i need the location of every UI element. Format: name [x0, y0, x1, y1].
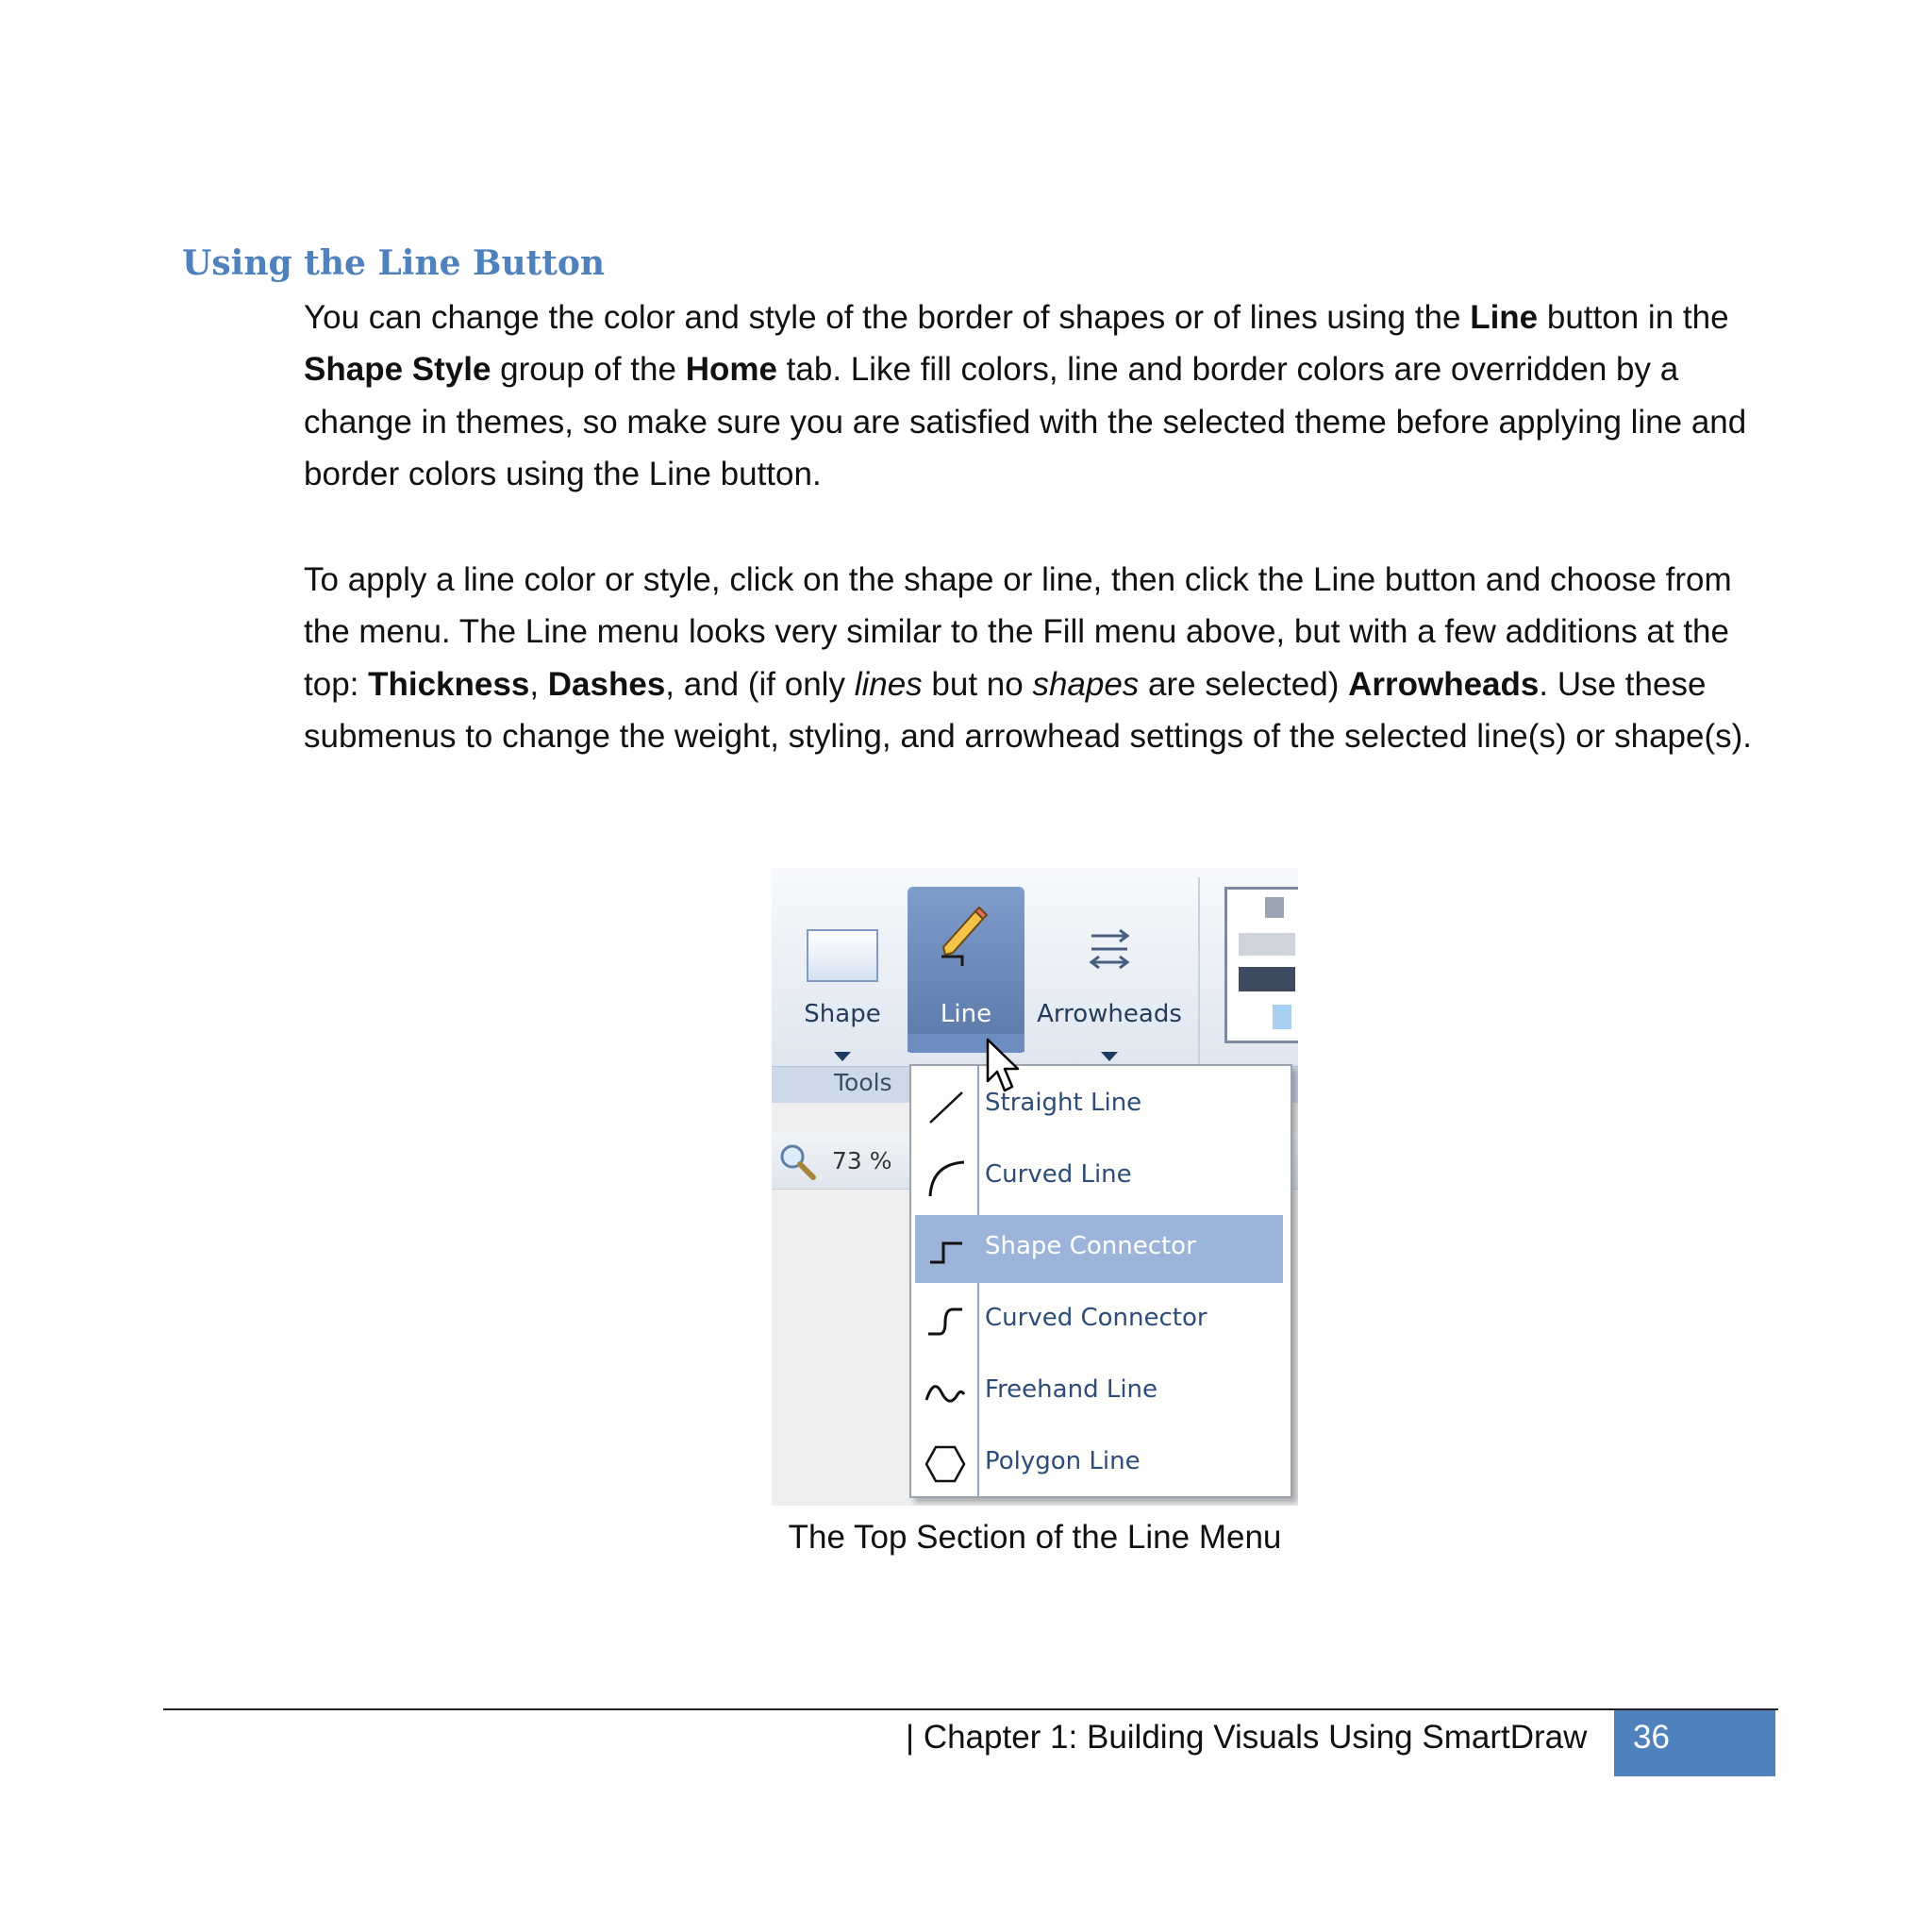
gallery-swatch	[1239, 967, 1295, 991]
bold-term-line: Line	[1470, 299, 1539, 336]
text-run: but no	[922, 665, 1033, 703]
text-run: ,	[529, 665, 548, 703]
pencil-line-icon	[934, 900, 1000, 966]
menu-item-label: Curved Connector	[985, 1304, 1208, 1332]
figure-caption: The Top Section of the Line Menu	[788, 1519, 1282, 1556]
italic-term-lines: lines	[854, 665, 923, 703]
menu-item-curved-line[interactable]	[915, 1143, 1283, 1211]
mouse-pointer-icon	[984, 1038, 1022, 1094]
text-run: , and (if only	[665, 665, 855, 703]
page-number: 36	[1633, 1719, 1670, 1756]
straight-line-icon	[923, 1085, 968, 1126]
line-menu-screenshot	[772, 868, 1298, 1506]
arrowheads-button-label: Arrowheads	[1037, 1000, 1182, 1028]
paragraph-apply-line-color	[304, 554, 1775, 763]
text-run: To apply a line color or style, click on the shape or line, then click the Line button and choose from the menu. The Line menu looks very similar to the Fill menu above, but with a few additions at the top:	[304, 561, 1732, 703]
text-run: group of the	[491, 351, 686, 389]
paragraph-line-button-intro	[304, 291, 1775, 501]
menu-item-label: Polygon Line	[985, 1447, 1141, 1475]
italic-term-shapes: shapes	[1032, 665, 1140, 703]
arrowheads-icon	[1086, 926, 1133, 974]
bold-term-arrowheads: Arrowheads	[1348, 665, 1540, 703]
polygon-line-icon	[923, 1443, 968, 1485]
ribbon-separator	[1198, 877, 1200, 1066]
footer-rule	[163, 1708, 1778, 1710]
menu-item-curved-connector[interactable]	[915, 1287, 1283, 1355]
text-run: You can change the color and style of the border of shapes or of lines using the	[304, 299, 1471, 336]
style-gallery[interactable]	[1224, 887, 1298, 1043]
gallery-swatch	[1239, 933, 1295, 956]
gallery-swatch	[1265, 897, 1284, 918]
menu-item-label: Curved Line	[985, 1160, 1132, 1189]
bold-term-shape-style: Shape Style	[304, 351, 491, 389]
bold-term-home: Home	[685, 351, 777, 389]
ribbon-group-label: Tools	[834, 1069, 892, 1096]
menu-item-label: Shape Connector	[985, 1232, 1196, 1260]
zoom-level[interactable]: 73 %	[832, 1147, 892, 1174]
chevron-down-icon[interactable]	[1101, 1052, 1118, 1061]
shape-icon	[807, 929, 878, 982]
shape-button[interactable]	[791, 887, 894, 1057]
curved-line-icon	[923, 1157, 968, 1198]
line-button-label: Line	[940, 1000, 992, 1028]
text-run: are selected)	[1139, 665, 1349, 703]
menu-item-polygon-line[interactable]	[915, 1430, 1283, 1498]
footer-chapter-title: | Chapter 1: Building Visuals Using SmartDraw	[906, 1719, 1588, 1756]
arrowheads-button[interactable]	[1034, 887, 1185, 1057]
menu-item-label: Freehand Line	[985, 1375, 1158, 1404]
shape-button-label: Shape	[804, 1000, 881, 1028]
menu-item-freehand-line[interactable]	[915, 1358, 1283, 1426]
text-run: . Use these submenus to change the weight, styling, and arrowhead settings of the selected line(s) or shape(s).	[304, 665, 1753, 756]
magnifier-icon[interactable]	[777, 1141, 819, 1183]
text-run: button in the	[1538, 299, 1729, 336]
menu-item-straight-line[interactable]	[915, 1072, 1283, 1140]
bold-term-dashes: Dashes	[547, 665, 666, 703]
section-heading: Using the Line Button	[182, 243, 606, 283]
gallery-swatch	[1273, 1005, 1291, 1029]
menu-item-label: Straight Line	[985, 1089, 1142, 1117]
menu-item-shape-connector[interactable]	[915, 1215, 1283, 1283]
text-run: tab. Like fill colors, line and border colors are overridden by a change in themes, so make sure you are satisfied with the selected theme before applying line and border colors using the Line button.	[304, 351, 1747, 493]
page-number-box	[1614, 1710, 1775, 1776]
shape-connector-icon	[923, 1228, 968, 1270]
curved-connector-icon	[923, 1300, 968, 1341]
chevron-down-icon[interactable]	[834, 1052, 851, 1061]
line-dropdown-menu	[909, 1064, 1292, 1498]
freehand-line-icon	[923, 1372, 968, 1413]
bold-term-thickness: Thickness	[368, 665, 530, 703]
line-button[interactable]	[908, 887, 1024, 1052]
